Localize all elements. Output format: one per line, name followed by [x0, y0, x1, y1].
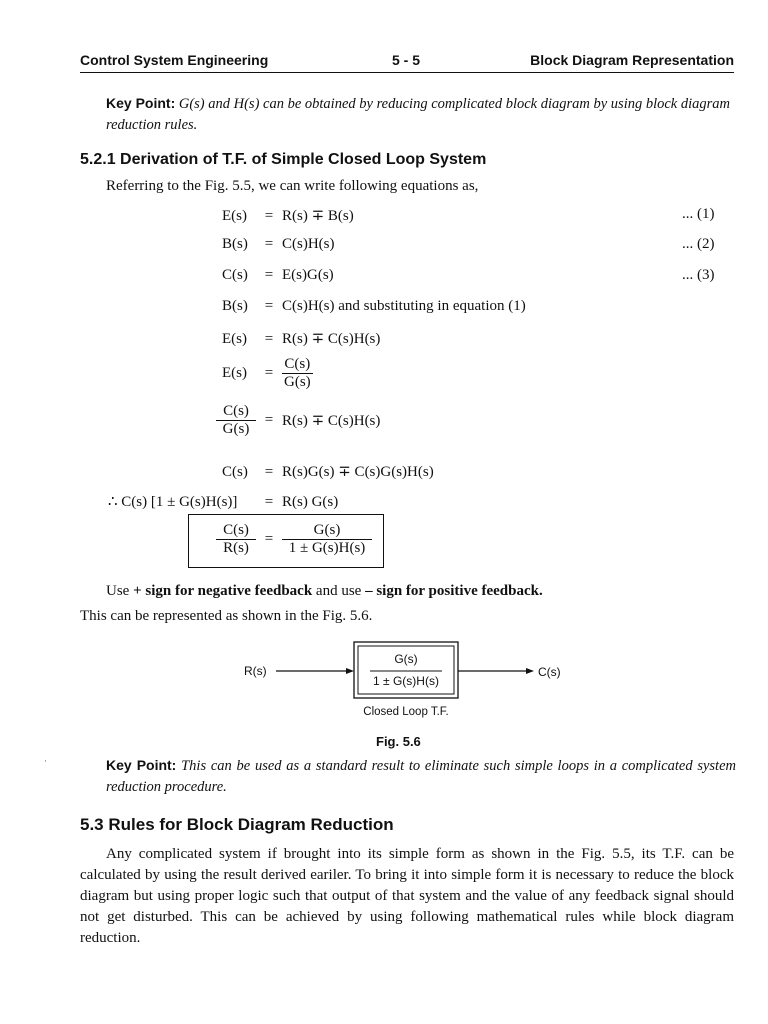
sign-note: Use + sign for negative feedback and use – sign for positive feedback.	[106, 583, 543, 599]
closed-loop-block-diagram	[240, 640, 570, 702]
header-book-title: Control System Engineering	[80, 52, 269, 68]
equation-2-number: ... (2)	[682, 236, 715, 252]
key-point-label: Key Point:	[106, 757, 177, 773]
equation-4: B(s) = C(s)H(s) and substituting in equation (1)	[222, 298, 526, 314]
equation-1: E(s) = R(s) ∓ B(s)	[222, 208, 354, 224]
header-page-number: 5 - 5	[392, 52, 421, 68]
input-label: R(s)	[244, 664, 267, 678]
section-521-intro: Referring to the Fig. 5.5, we can write following equations as,	[106, 178, 479, 194]
equation-6: E(s) = $\frac{C(s)}{G(s)}$	[222, 356, 311, 390]
equation-10-result: $\frac{C(s)}{R(s)}$ = $\frac{G(s)}{1 \pm G(s)H(s)}$	[216, 522, 372, 557]
equation-1-number: ... (1)	[682, 206, 715, 222]
block-numerator: G(s)	[394, 652, 418, 666]
page-header	[80, 50, 734, 73]
key-point-1	[106, 93, 736, 136]
equation-7: $\frac{C(s)}{G(s)}$ = R(s) ∓ C(s)H(s)	[216, 403, 380, 438]
section-heading-521: 5.2.1 Derivation of T.F. of Simple Closed Loop System	[80, 151, 487, 168]
fraction-c-over-g: $\frac{C(s)}{G(s)}$	[284, 356, 311, 390]
block-caption: Closed Loop T.F.	[363, 706, 449, 718]
section-53-body: Any complicated system if brought into its simple form as shown in the Fig. 5.5, its T.F. can be calculated by using the result derived eariler. To bring it into simple form it is necessary to reduce the block diagram but using proper logic such that output of that system and the value of any feedback signal should not get disturbed. This can be achieved by using following mathematical rules while block diagram reduction.	[80, 846, 734, 946]
fraction-c-over-g: $\frac{C(s)}{G(s)}$	[216, 403, 256, 438]
section-heading-53: 5.3 Rules for Block Diagram Reduction	[80, 815, 394, 834]
equation-8: C(s) = R(s)G(s) ∓ C(s)G(s)H(s)	[222, 464, 434, 480]
key-point-text: This can be used as a standard result to eliminate such simple loops in a complicated system reduction procedure.	[106, 758, 736, 795]
figure-caption: Fig. 5.6	[376, 734, 421, 749]
equation-3-number: ... (3)	[682, 267, 715, 283]
key-point-text: G(s) and H(s) can be obtained by reducing complicated block diagram by using block diagram reduction rules.	[106, 96, 731, 133]
equation-5: E(s) = R(s) ∓ C(s)H(s)	[222, 331, 381, 347]
block-denominator: 1 ± G(s)H(s)	[373, 674, 439, 688]
input-arrowhead	[346, 668, 354, 674]
fraction-c-over-r: $\frac{C(s)}{R(s)}$	[216, 522, 256, 557]
key-point-label: Key Point:	[106, 95, 176, 111]
outer-block-border	[354, 642, 458, 698]
fraction-g-over-loop: $\frac{G(s)}{1 \pm G(s)H(s)}$	[282, 522, 372, 557]
figure-reference-line: This can be represented as shown in the Fig. 5.6.	[80, 608, 373, 624]
equation-3: C(s) = E(s)G(s)	[222, 267, 334, 283]
header-chapter-title: Block Diagram Representation	[530, 52, 734, 68]
output-label: C(s)	[538, 665, 561, 679]
equation-9: ∴ C(s) [1 ± G(s)H(s)] = R(s) G(s)	[108, 494, 339, 510]
output-arrowhead	[526, 668, 534, 674]
equation-2: B(s) = C(s)H(s)	[222, 236, 335, 252]
scan-dot: ·	[44, 757, 47, 767]
key-point-2	[106, 755, 736, 798]
